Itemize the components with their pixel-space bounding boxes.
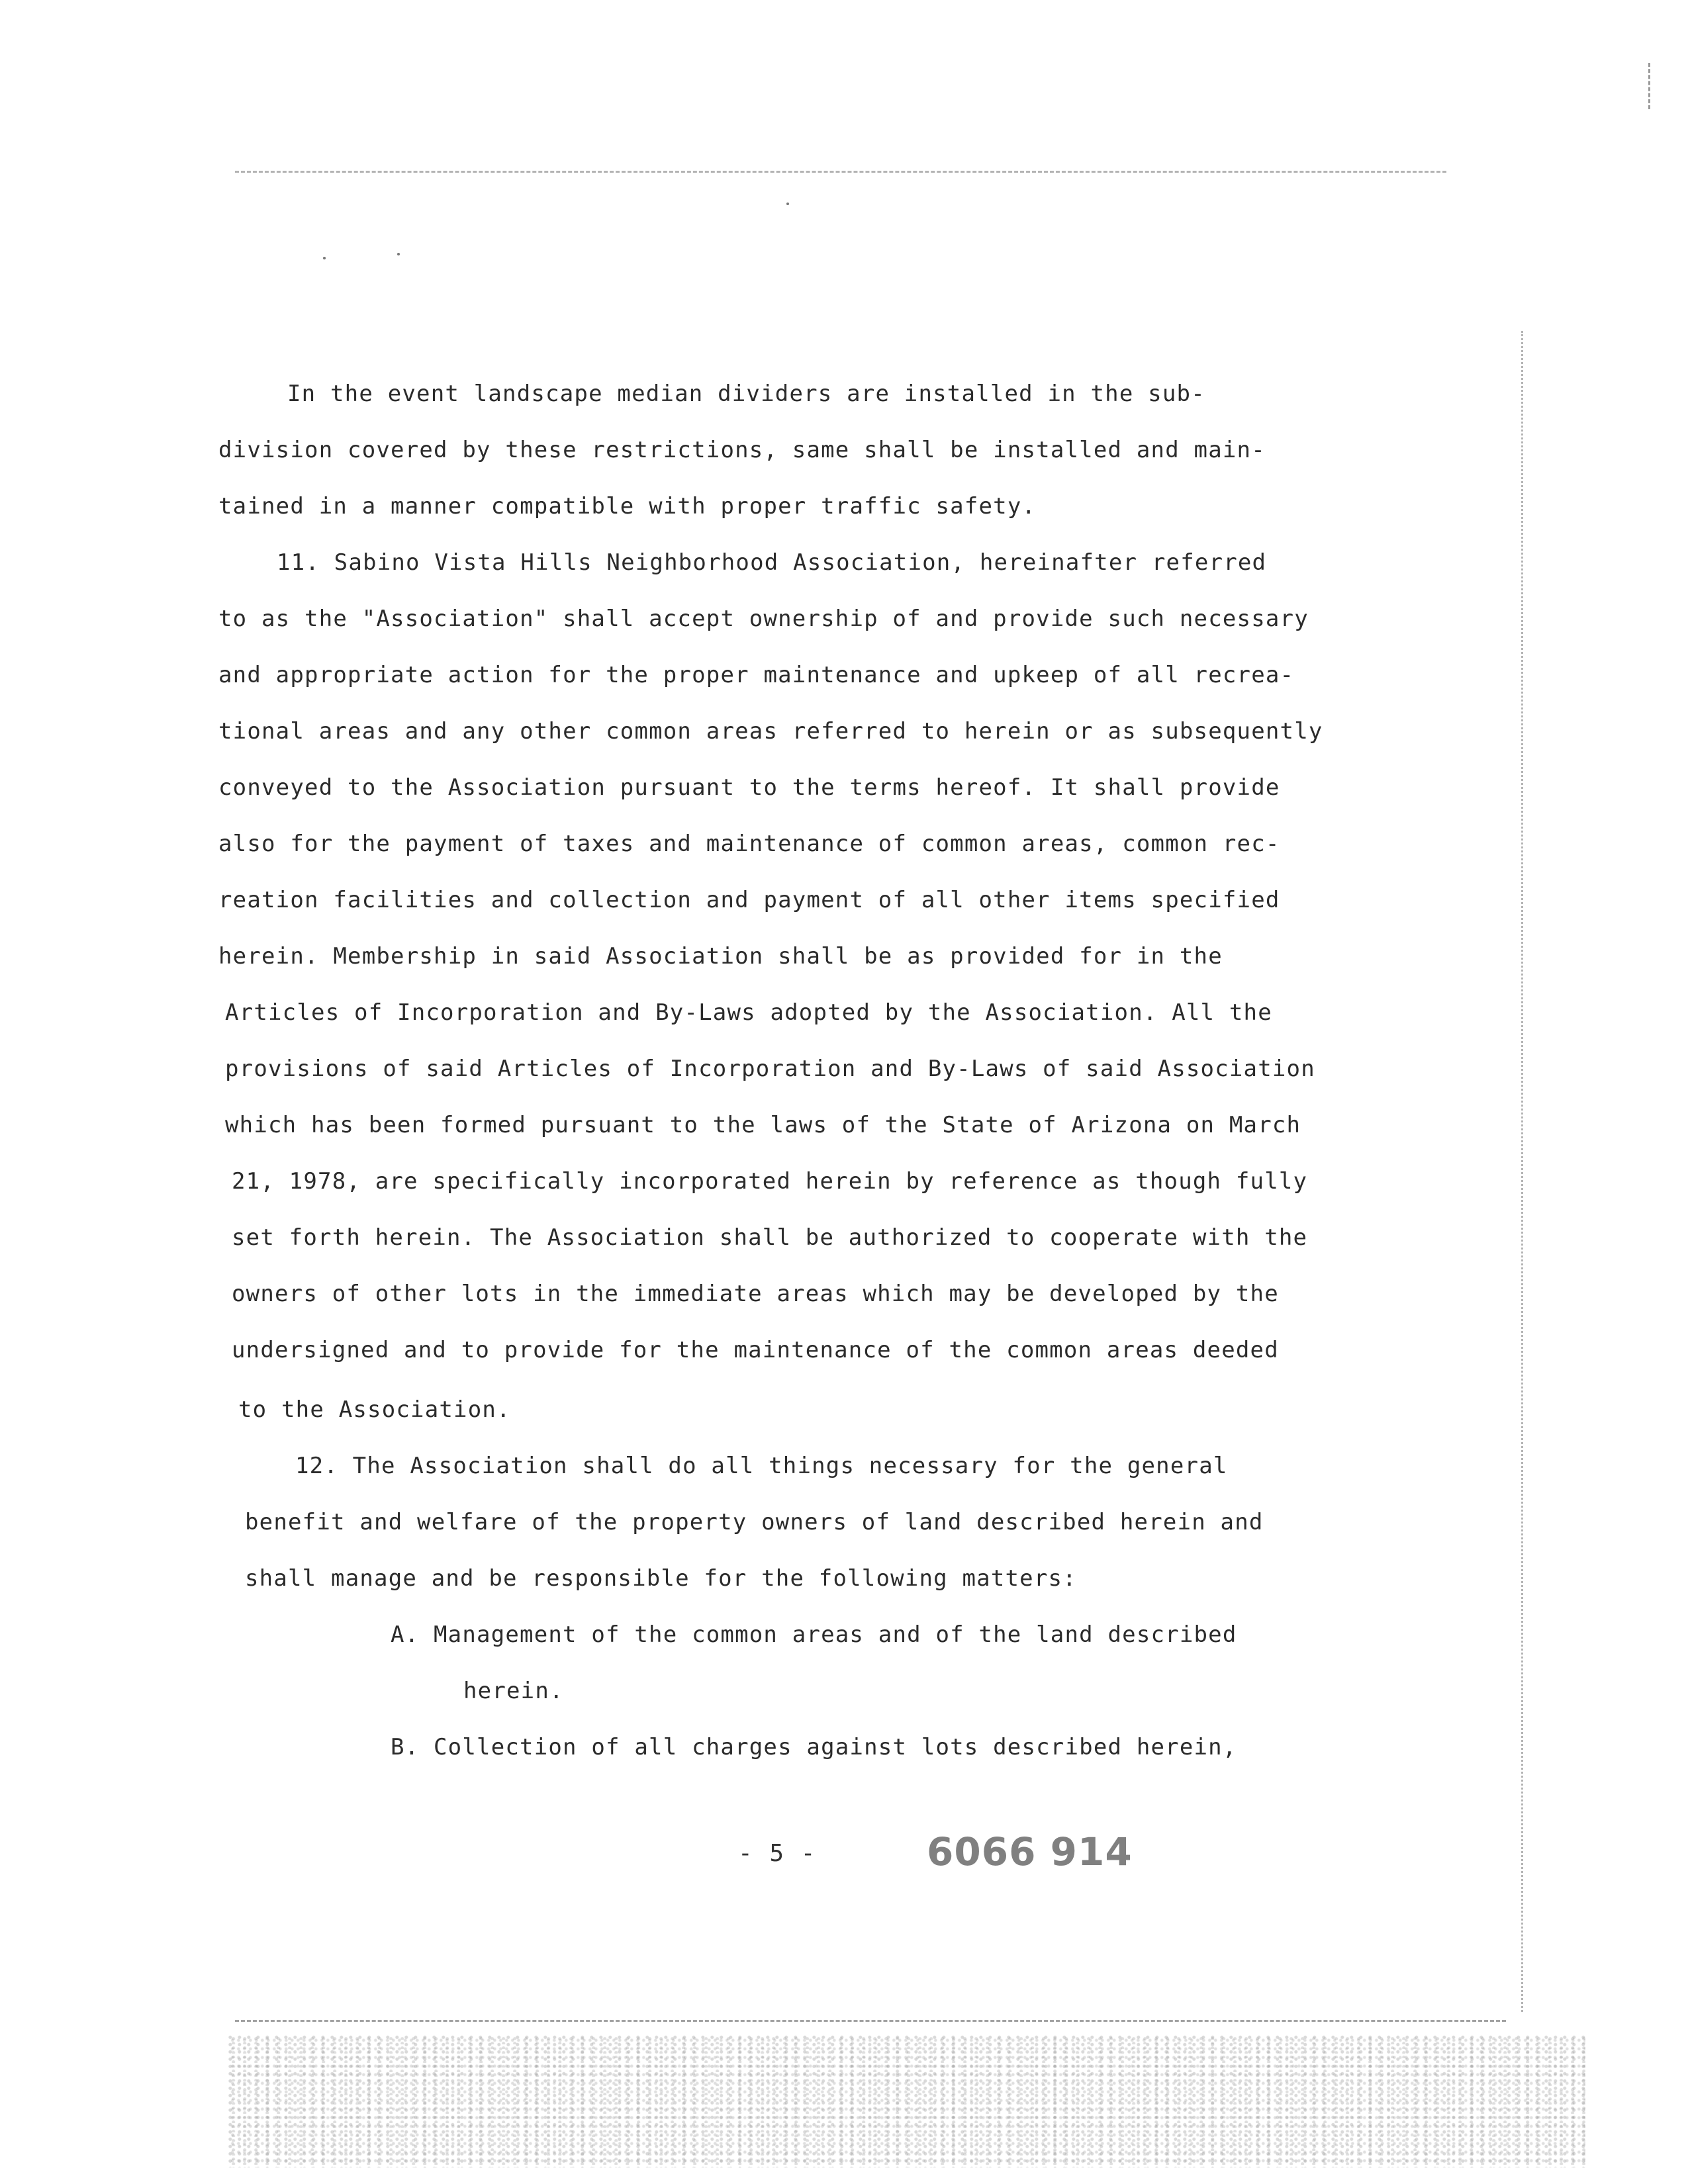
scan-speck	[786, 203, 789, 205]
text-line: 12. The Association shall do all things necessary for the general	[295, 1453, 1228, 1479]
text-line: herein. Membership in said Association shall be as provided for in the	[218, 943, 1223, 970]
text-line: conveyed to the Association pursuant to the terms hereof. It shall provide	[218, 774, 1280, 801]
text-line: reation facilities and collection and payment of all other items specified	[218, 887, 1280, 913]
text-line: A. Management of the common areas and of the land described	[391, 1621, 1237, 1648]
scan-right-edge	[1521, 331, 1523, 2012]
text-line: division covered by these restrictions, same shall be installed and main-	[218, 437, 1266, 463]
text-line: In the event landscape median dividers are installed in the sub-	[287, 381, 1205, 407]
text-line: to the Association.	[238, 1396, 511, 1423]
text-line: tional areas and any other common areas referred to herein or as subsequently	[218, 718, 1323, 745]
scan-speck	[323, 257, 326, 259]
page-number: - 5 -	[738, 1840, 817, 1867]
scan-edge-marks	[1648, 63, 1656, 109]
text-line: 11. Sabino Vista Hills Neighborhood Association, hereinafter referred	[277, 549, 1267, 576]
scan-speck	[397, 253, 400, 255]
text-line: B. Collection of all charges against lots described herein,	[391, 1734, 1237, 1760]
text-line: to as the "Association" shall accept ownership of and provide such necessary	[218, 606, 1309, 632]
text-line: shall manage and be responsible for the following matters:	[245, 1565, 1077, 1592]
text-line: 21, 1978, are specifically incorporated herein by reference as though fully	[232, 1168, 1308, 1195]
scan-top-rule	[235, 171, 1446, 173]
text-line: benefit and welfare of the property owners of land described herein and	[245, 1509, 1264, 1535]
text-line: provisions of said Articles of Incorporation and By-Laws of said Association	[225, 1056, 1315, 1082]
text-line: tained in a manner compatible with proper traffic safety.	[218, 493, 1037, 520]
scan-bottom-rule	[235, 2020, 1506, 2022]
text-line: which has been formed pursuant to the laws of the State of Arizona on March	[225, 1112, 1301, 1138]
text-line: herein.	[463, 1678, 564, 1704]
text-line: set forth herein. The Association shall be authorized to cooperate with the	[232, 1224, 1308, 1251]
recording-stamp: 6066 914	[927, 1829, 1133, 1874]
text-line: and appropriate action for the proper maintenance and upkeep of all recrea-	[218, 662, 1295, 688]
text-line: also for the payment of taxes and maintenance of common areas, common rec-	[218, 831, 1280, 857]
text-line: owners of other lots in the immediate areas which may be developed by the	[232, 1281, 1279, 1307]
text-line: undersigned and to provide for the maintenance of the common areas deeded	[232, 1337, 1279, 1363]
scan-noise	[228, 2035, 1585, 2167]
text-line: Articles of Incorporation and By-Laws adopted by the Association. All the	[225, 999, 1272, 1026]
